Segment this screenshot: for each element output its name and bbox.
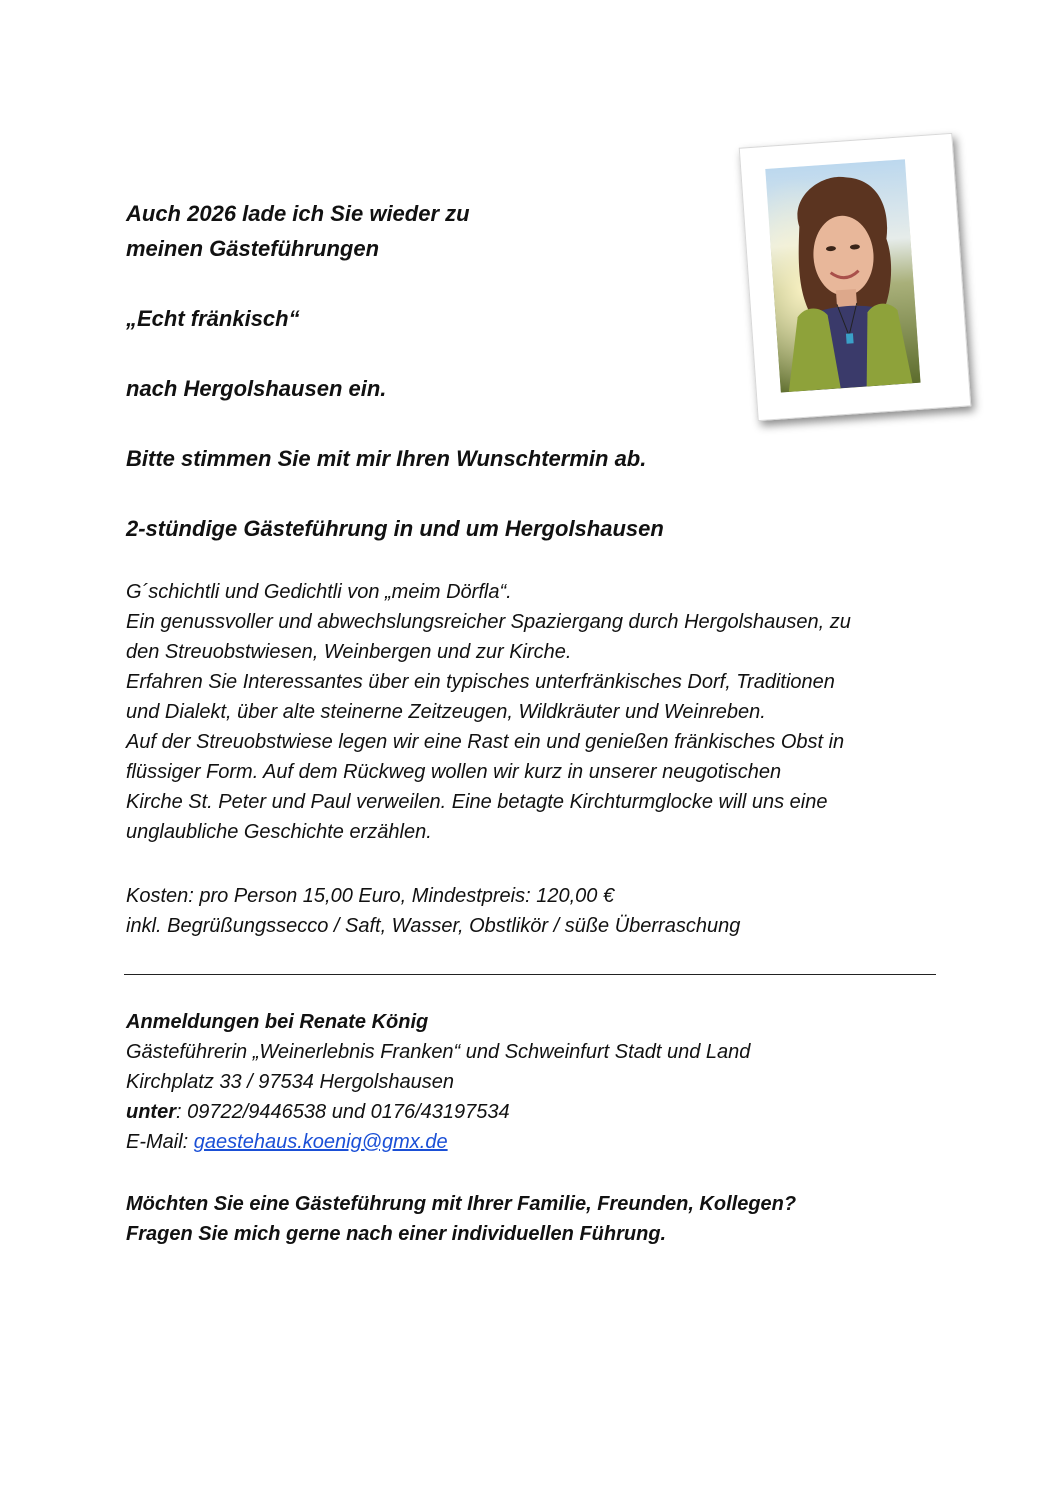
phone-label: unter bbox=[126, 1101, 176, 1123]
description-section bbox=[126, 577, 956, 847]
description-line: Kirche St. Peter und Paul verweilen. Eine betagte Kirchturmglocke will uns eine bbox=[126, 791, 828, 813]
description-line: den Streuobstwiesen, Weinbergen und zur Kirche. bbox=[126, 641, 572, 663]
invitation-section bbox=[126, 371, 956, 406]
email-label: E-Mail: bbox=[126, 1131, 194, 1153]
intro-section bbox=[126, 196, 956, 266]
tour-heading-section bbox=[126, 511, 956, 546]
description-line: unglaubliche Geschichte erzählen. bbox=[126, 821, 432, 843]
description-line: G´schichtli und Gedichtli von „meim Dörfla“. bbox=[126, 581, 512, 603]
description-line: und Dialekt, über alte steinerne Zeitzeugen, Wildkräuter und Weinreben. bbox=[126, 701, 766, 723]
tour-title: „Echt fränkisch“ bbox=[126, 306, 300, 331]
costs-line-1: Kosten: pro Person 15,00 Euro, Mindestpreis: 120,00 € bbox=[126, 885, 615, 907]
section-divider bbox=[124, 974, 936, 975]
intro-line-2: meinen Gästeführungen bbox=[126, 236, 380, 261]
portrait-photo bbox=[765, 159, 920, 392]
contact-role: Gästeführerin „Weinerlebnis Franken“ und Schweinfurt Stadt und Land bbox=[126, 1041, 751, 1063]
description-line: Erfahren Sie Interessantes über ein typisches unterfränkisches Dorf, Traditionen bbox=[126, 671, 835, 693]
email-link[interactable]: gaestehaus.koenig@gmx.de bbox=[193, 1131, 448, 1153]
description-line: Auf der Streuobstwiese legen wir eine Rast ein und genießen fränkisches Obst in bbox=[126, 731, 845, 753]
closing-line-2: Fragen Sie mich gerne nach einer individuellen Führung. bbox=[126, 1223, 667, 1245]
contact-heading: Anmeldungen bei Renate König bbox=[126, 1011, 429, 1033]
closing-section bbox=[126, 1189, 956, 1249]
contact-address: Kirchplatz 33 / 97534 Hergolshausen bbox=[126, 1071, 454, 1093]
contact-email bbox=[126, 1127, 956, 1157]
costs-line-2: inkl. Begrüßungssecco / Saft, Wasser, Obstlikör / süße Überraschung bbox=[126, 915, 741, 937]
portrait-illustration bbox=[765, 159, 920, 392]
contact-section bbox=[126, 1007, 956, 1157]
contact-phone bbox=[126, 1097, 956, 1127]
title-section bbox=[126, 301, 956, 336]
appointment-text: Bitte stimmen Sie mit mir Ihren Wunschtermin ab. bbox=[126, 446, 647, 471]
intro-line-1: Auch 2026 lade ich Sie wieder zu bbox=[126, 201, 470, 226]
appointment-section bbox=[126, 441, 956, 476]
costs-section bbox=[126, 881, 956, 941]
description-line: Ein genussvoller und abwechslungsreicher Spaziergang durch Hergolshausen, zu bbox=[126, 611, 851, 633]
phone-value: : 09722/9446538 und 0176/43197534 bbox=[176, 1101, 510, 1123]
closing-line-1: Möchten Sie eine Gästeführung mit Ihrer Familie, Freunden, Kollegen? bbox=[126, 1193, 797, 1215]
description-line: flüssiger Form. Auf dem Rückweg wollen wir kurz in unserer neugotischen bbox=[126, 761, 782, 783]
intro-line-3: nach Hergolshausen ein. bbox=[126, 376, 387, 401]
tour-heading: 2-stündige Gästeführung in und um Hergolshausen bbox=[126, 516, 664, 541]
